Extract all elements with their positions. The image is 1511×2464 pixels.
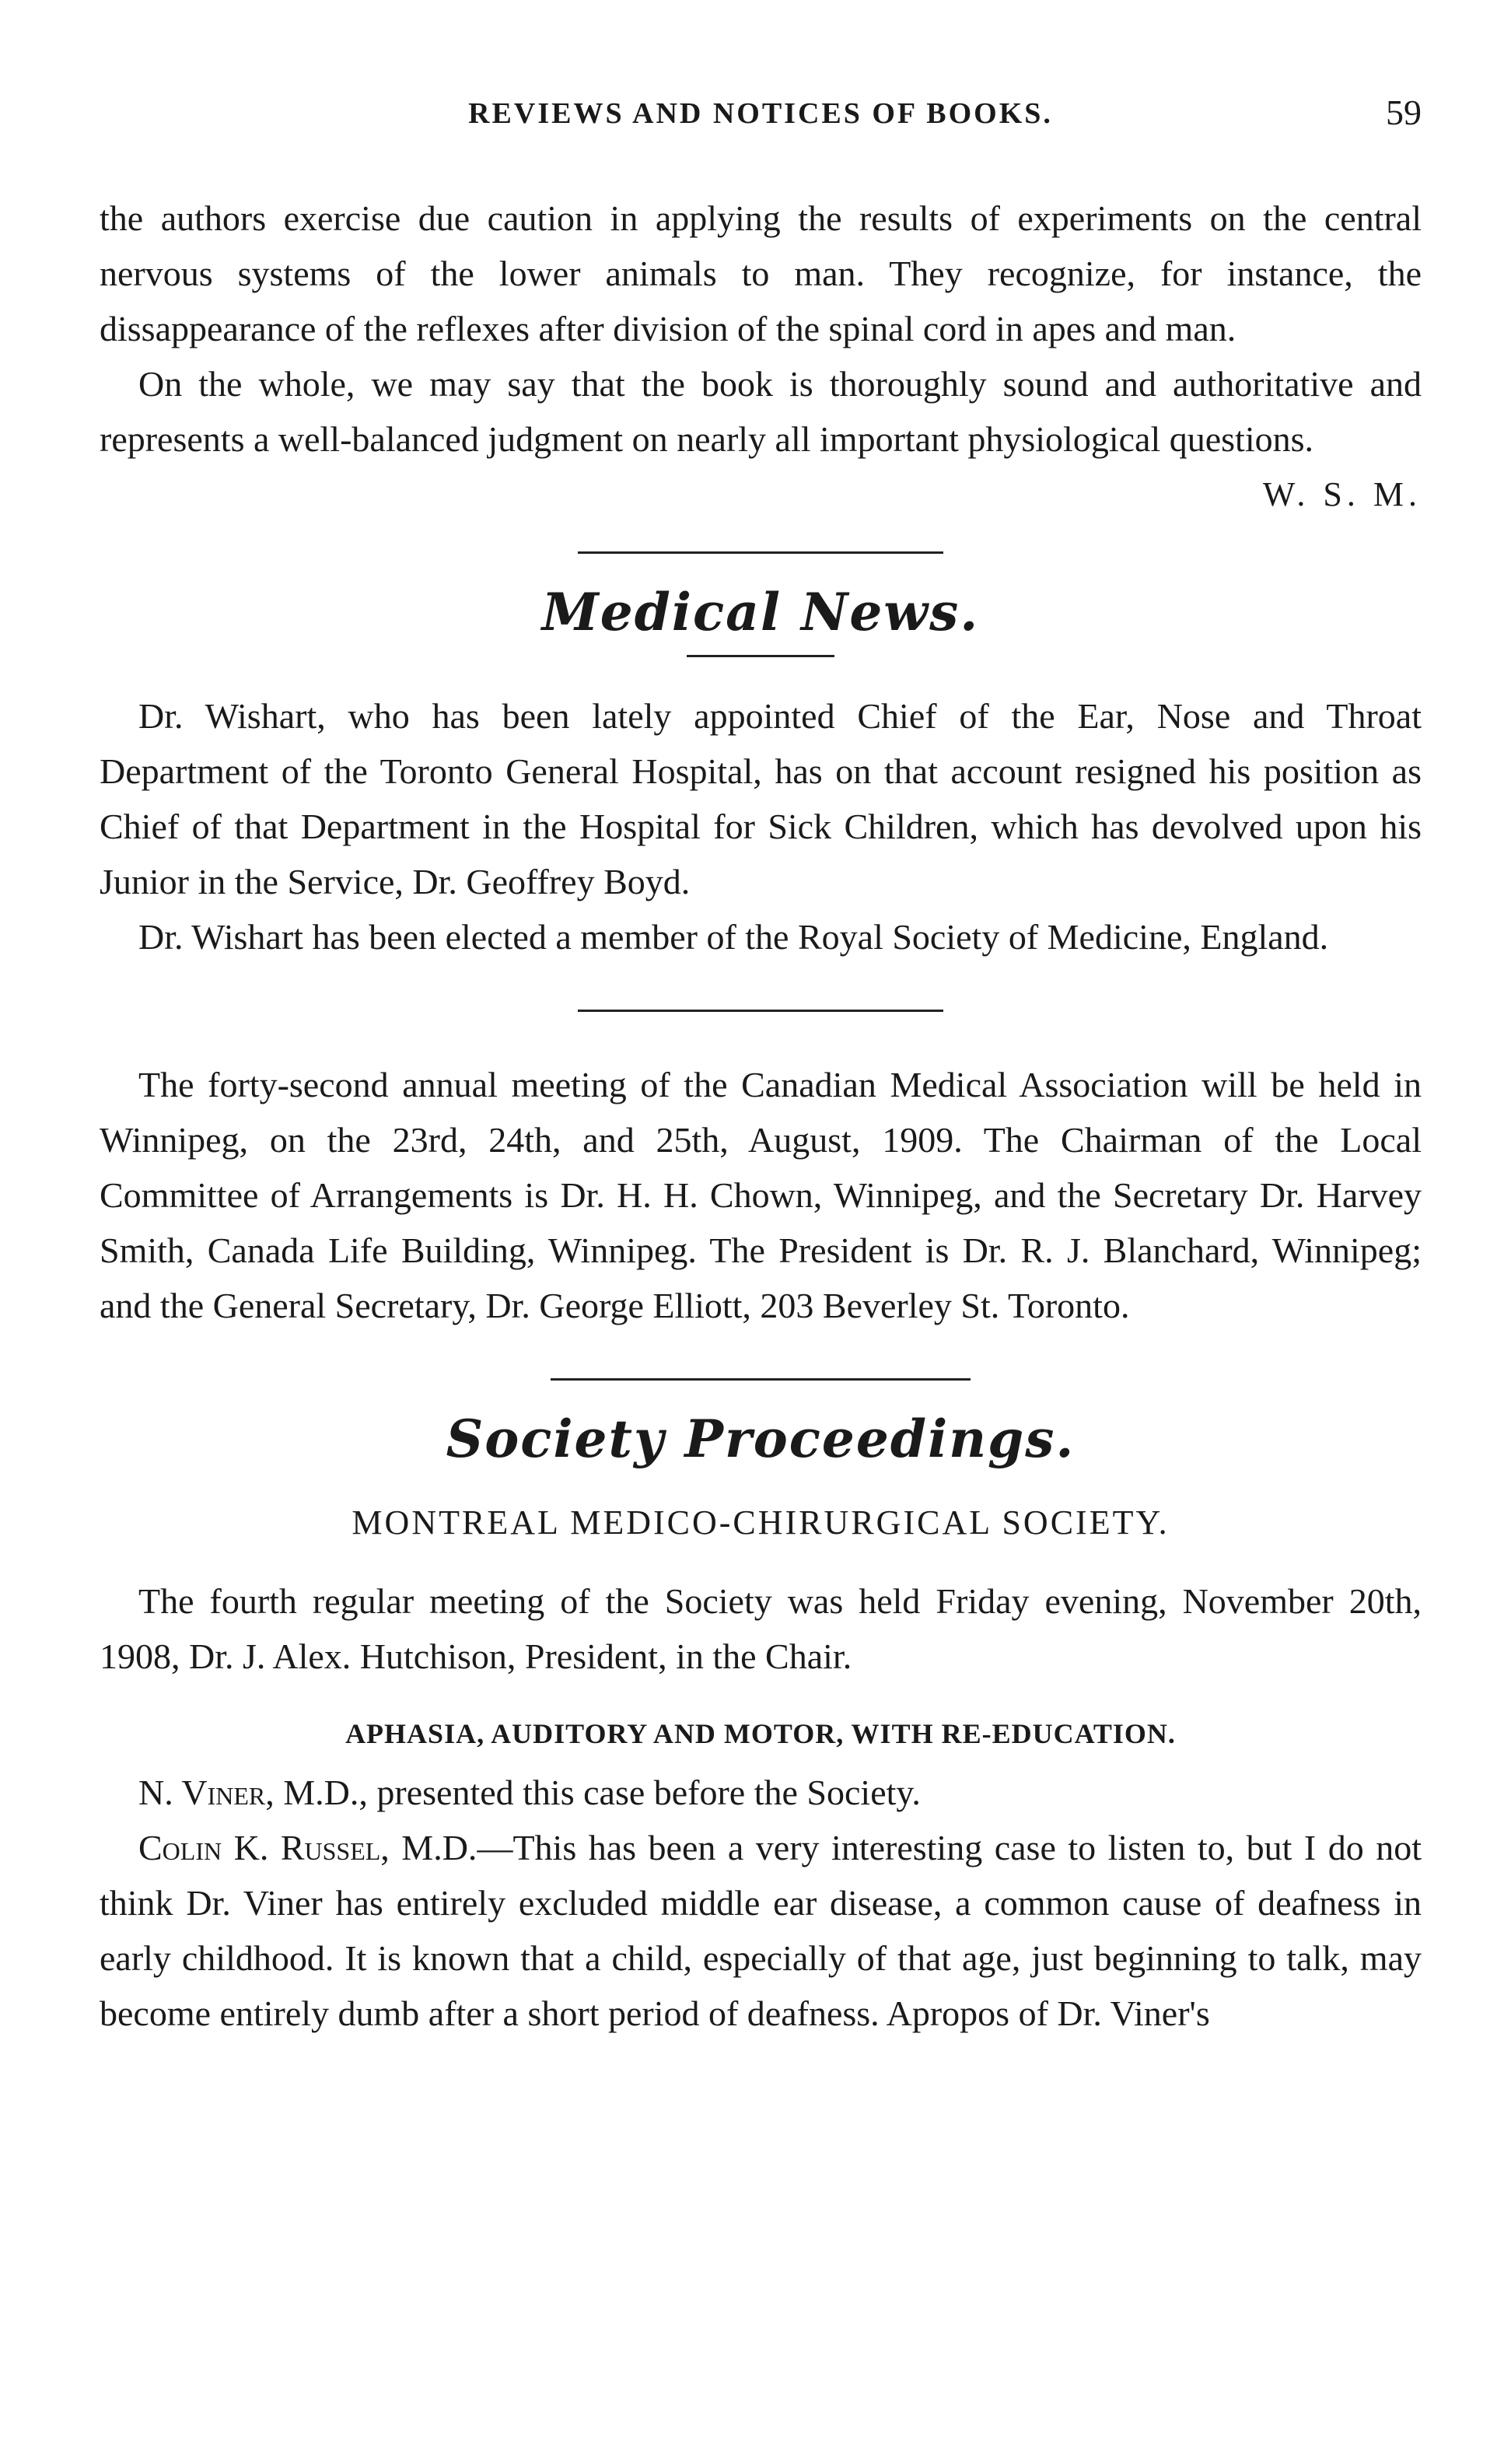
running-head — [100, 92, 1422, 146]
page-number: 59 — [1386, 93, 1422, 132]
running-title: REVIEWS AND NOTICES OF BOOKS. — [468, 97, 1053, 130]
discussant-name: Colin K. Russel, M.D. — [138, 1828, 477, 1867]
news-item-2: Dr. Wishart has been elected a member of the Royal Society of Medicine, England. — [138, 917, 1329, 957]
review-paragraph-1: the authors exercise due caution in applying the results of experiments on the central nervous systems of the lower animals to man. They recognize, for instance, the dissappearance of the reflexes after division of the spinal cord in apes and man. — [100, 198, 1422, 348]
discussion-paragraph — [100, 1820, 1422, 2041]
section-divider — [578, 551, 943, 554]
presenter-text: presented this case before the Society. — [367, 1773, 921, 1812]
medical-news-heading: Medical News. — [541, 582, 980, 642]
discussant-text: —This has been a very interesting case to listen to, but I do not think Dr. Viner has entirely excluded middle ear disease, a common cause of deafness in early childhood. It is known that a child, especially of that age, just beginning to talk, may become entirely dumb after a short period of deafness. Apropos of Dr. Viner's — [100, 1828, 1422, 2033]
review-paragraph-2: On the whole, we may say that the book is thoroughly sound and authoritative and represents a well-balanced judgment on nearly all important physiological questions. — [100, 364, 1422, 459]
review-signature: W. S. M. — [1262, 475, 1422, 513]
society-proceedings-heading: Society Proceedings. — [446, 1409, 1076, 1469]
section-divider-2 — [551, 1378, 971, 1381]
news-item-3: The forty-second annual meeting of the Canadian Medical Association will be held in Winnipeg, on the 23rd, 24th, and 25th, August, 1909. The Chairman of the Local Committee of Arrangements is Dr. H. H. Chown, Winnipeg, and the Secretary Dr. Harvey Smith, Canada Life Building, Winnipeg. The President is Dr. R. J. Blanchard, Winnipeg; and the General Secretary, Dr. George Elliott, 203 Beverley St. Toronto. — [100, 1065, 1422, 1325]
page-content — [100, 191, 1422, 2041]
presenter-paragraph — [100, 1765, 1422, 1820]
heading-underline — [687, 655, 834, 657]
case-title: APHASIA, AUDITORY AND MOTOR, WITH RE-EDUCATION. — [345, 1718, 1176, 1749]
meeting-intro: The fourth regular meeting of the Society was held Friday evening, November 20th, 1908, Dr. J. Alex. Hutchison, President, in the Chair. — [100, 1581, 1422, 1676]
society-name: MONTREAL MEDICO-CHIRURGICAL SOCIETY. — [352, 1503, 1170, 1542]
news-item-1: Dr. Wishart, who has been lately appointed Chief of the Ear, Nose and Throat Department of the Toronto General Hospital, has on that account resigned his position as Chief of that Department in the Hospital for Sick Children, which has devolved upon his Junior in the Service, Dr. Geoffrey Boyd. — [100, 696, 1422, 901]
news-divider — [578, 1010, 943, 1012]
presenter-name: N. Viner, M.D., — [138, 1773, 368, 1812]
